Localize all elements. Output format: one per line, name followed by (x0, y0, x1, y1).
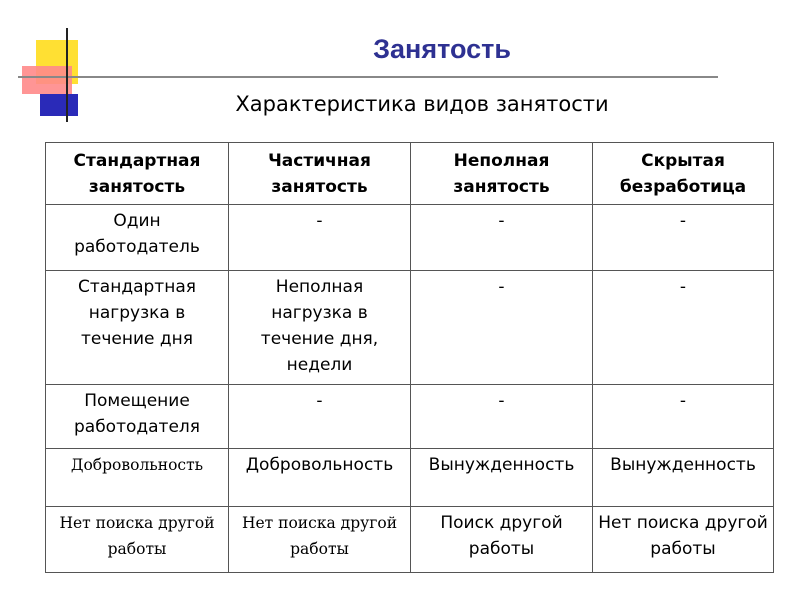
table-cell: Добровольность (46, 449, 229, 507)
table-cell: - (411, 271, 593, 385)
header-cell: Частичная занятость (229, 143, 411, 205)
page-title: Занятость (373, 34, 511, 64)
table-cell: Неполная нагрузка в течение дня, недели (229, 271, 411, 385)
header-cell: Скрытая безработица (593, 143, 774, 205)
table-cell: - (411, 205, 593, 271)
table-cell: Стандартная нагрузка в течение дня (46, 271, 229, 385)
table-header-row (46, 143, 774, 205)
table-cell: - (411, 385, 593, 449)
table-cell: Вынужденность (411, 449, 593, 507)
table-cell: - (229, 205, 411, 271)
table-cell: Вынужденность (593, 449, 774, 507)
table-cell: - (593, 205, 774, 271)
table-cell: Нет поиска другой работы (46, 507, 229, 573)
decor-horizontal-line (18, 76, 718, 78)
table-cell: Добровольность (229, 449, 411, 507)
table-row (46, 507, 774, 573)
header-cell: Стандартная занятость (46, 143, 229, 205)
table-cell: Нет поиска другой работы (593, 507, 774, 573)
table-cell: - (229, 385, 411, 449)
table-cell: Нет поиска другой работы (229, 507, 411, 573)
employment-table (45, 142, 774, 573)
table-row (46, 449, 774, 507)
table-cell: Помещение работодателя (46, 385, 229, 449)
table-row (46, 271, 774, 385)
table-row (46, 205, 774, 271)
table-cell: - (593, 271, 774, 385)
page-subtitle: Характеристика видов занятости (235, 92, 609, 116)
decor-red-square (22, 66, 72, 94)
table-cell: Поиск другой работы (411, 507, 593, 573)
header-cell: Неполная занятость (411, 143, 593, 205)
table-cell: - (593, 385, 774, 449)
table-row (46, 385, 774, 449)
table-cell: Один работодатель (46, 205, 229, 271)
